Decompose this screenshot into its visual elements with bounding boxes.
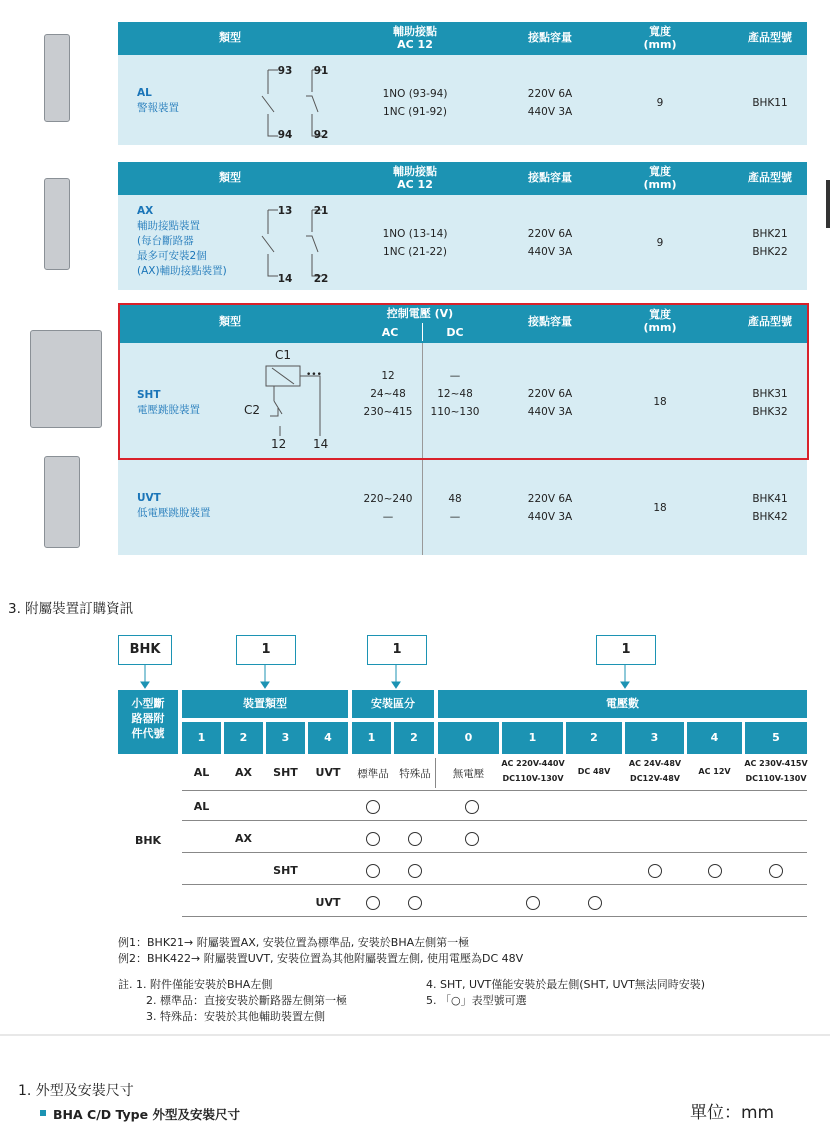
sht-model-2: BHK32 [752, 406, 788, 418]
al-install-standard-mark [366, 800, 380, 814]
install-divider [435, 758, 436, 788]
sht-diagram-dots: ••• [306, 370, 322, 380]
ax-capacity-2: 440V 3A [527, 246, 573, 258]
section1-title: 1. 外型及安裝尺寸 [18, 1083, 134, 1099]
sht-capacity-1: 220V 6A [527, 388, 573, 400]
sht-dc-2: 12~48 [437, 388, 473, 400]
bullet-square [40, 1110, 46, 1116]
example-2: 例2：BHK422→ 附屬裝置UVT, 安裝位置為其他附屬裝置左側, 使用電壓為DC 48V [118, 952, 524, 965]
ax-header-type: 類型 [219, 171, 241, 184]
ax-model-2: BHK22 [752, 246, 788, 258]
product-image-sht [30, 330, 102, 428]
row-sht-line [182, 884, 807, 885]
unit-label: 單位：mm [690, 1103, 775, 1123]
sht-model-1: BHK31 [752, 388, 788, 400]
example-1: 例1：BHK21→ 附屬裝置AX, 安裝位置為標準品, 安裝於BHA左側第一極 [118, 936, 470, 949]
sht-diagram-c1: C1 [275, 348, 292, 362]
sht-diagram-12: 12 [271, 437, 287, 451]
ax-header-model: 產品型號 [748, 171, 792, 184]
ax-install-standard-mark [366, 832, 380, 846]
ax-model-1: BHK21 [752, 228, 788, 240]
ax-header-width-1: 寬度 [649, 165, 671, 178]
code-box-arrows [0, 663, 830, 691]
al-term-93: 93 [277, 65, 293, 77]
series-bhk-label: BHK [134, 834, 162, 847]
voltage-name-5-l1: AC 230V-415V [744, 759, 808, 768]
row-al-label: AL [193, 800, 210, 813]
ax-install-special-mark [408, 832, 422, 846]
al-term-91: 91 [313, 65, 329, 77]
scrollbar-thumb[interactable] [826, 180, 830, 228]
ax-name: 輔助接點裝置 [137, 220, 200, 232]
sht-width: 18 [653, 396, 667, 408]
sht-header-type: 類型 [219, 315, 241, 328]
install-name-standard: 標準品 [357, 768, 389, 780]
row-uvt-label: UVT [315, 896, 341, 909]
al-header-aux-2: AC 12 [397, 38, 433, 51]
product-image-ax [44, 178, 70, 270]
device-num-3-text: 3 [281, 731, 290, 744]
al-header-width-1: 寬度 [649, 25, 671, 38]
sht-header-dc: DC [446, 326, 464, 339]
sht-ac-1: 12 [381, 370, 395, 382]
series-header-line-2: 路器附 [131, 712, 165, 725]
ax-label [137, 204, 227, 279]
device-num-1-text: 1 [197, 731, 206, 744]
sht-code: SHT [137, 389, 161, 401]
sht-ac-3: 230~415 [363, 406, 413, 418]
device-name-ax: AX [235, 766, 252, 779]
sht-install-standard-mark [366, 864, 380, 878]
voltage-num-3-text: 3 [650, 731, 659, 744]
voltage-name-0: 無電壓 [452, 768, 485, 780]
voltage-num-4-text: 4 [710, 731, 719, 744]
row-ax-label: AX [235, 832, 252, 845]
row-al-line [182, 820, 807, 821]
uvt-voltage-1-mark [526, 896, 540, 910]
voltage-name-3-l2: DC12V-48V [630, 774, 680, 783]
ax-term-22: 22 [313, 273, 329, 285]
ax-code: AX [137, 205, 154, 217]
sht-dc-3: 110~130 [430, 406, 480, 418]
product-image-al [44, 34, 70, 122]
row-ax-line [182, 852, 807, 853]
install-header-text: 安裝區分 [371, 697, 415, 710]
series-header-line-1: 小型斷 [131, 697, 165, 710]
ax-contact-2: 1NC (21-22) [383, 246, 447, 258]
voltage-name-1-l1: AC 220V-440V [501, 759, 565, 768]
install-name-special: 特殊品 [399, 768, 431, 780]
ax-note-2: 最多可安裝2個 [137, 250, 207, 262]
ax-header-aux-2: AC 12 [397, 178, 433, 191]
al-term-94: 94 [277, 129, 293, 141]
bottom-divider-band [0, 1034, 830, 1036]
uvt-name: 低電壓跳脫裝置 [137, 507, 211, 519]
note-1: 註. 1. 附件僅能安裝於BHA左側 [118, 978, 273, 991]
al-header-type: 類型 [219, 31, 241, 44]
code-box-device: 1 [236, 635, 296, 665]
install-num-1-text: 1 [367, 731, 376, 744]
ax-header-width-2: (mm) [643, 178, 677, 191]
sht-header-width-2: (mm) [643, 321, 677, 334]
al-capacity-2: 440V 3A [527, 106, 573, 118]
device-name-al: AL [193, 766, 210, 779]
al-header-model: 產品型號 [748, 31, 792, 44]
sht-header-voltage: 控制電壓 (V) [386, 307, 454, 320]
device-num-4-text: 4 [324, 731, 332, 744]
voltage-num-5-text: 5 [772, 731, 780, 744]
voltage-name-5-l2: DC110V-130V [745, 774, 807, 783]
ax-term-21: 21 [313, 205, 329, 217]
ax-note-1: (每台斷路器 [137, 235, 194, 247]
ax-term-13: 13 [277, 205, 293, 217]
sht-install-special-mark [408, 864, 422, 878]
al-header-aux-1: 輔助接點 [393, 25, 437, 38]
ax-note-3: (AX)輔助接點裝置) [137, 265, 227, 277]
section3-title: 3. 附屬裝置訂購資訊 [8, 601, 134, 617]
uvt-model-2: BHK42 [752, 511, 788, 523]
ax-header-capacity: 接點容量 [528, 171, 572, 184]
ax-term-14: 14 [277, 273, 293, 285]
voltage-name-2-l1: DC 48V [577, 767, 611, 776]
al-contact-2: 1NC (91-92) [383, 106, 447, 118]
uvt-capacity-1: 220V 6A [527, 493, 573, 505]
uvt-width: 18 [653, 502, 667, 514]
al-contact-1: 1NO (93-94) [382, 88, 448, 100]
sht-voltage-3-mark [648, 864, 662, 878]
note-4: 4. SHT, UVT僅能安裝於最左側(SHT, UVT無法同時安裝) [426, 978, 706, 991]
ax-width: 9 [656, 237, 664, 249]
ax-header-aux-1: 輔助接點 [393, 165, 437, 178]
product-image-uvt [44, 456, 80, 548]
sht-label [137, 388, 200, 418]
voltage-header-text: 電壓數 [606, 697, 639, 710]
uvt-label [137, 491, 211, 521]
al-header-width-2: (mm) [643, 38, 677, 51]
voltage-name-3-l1: AC 24V-48V [628, 759, 682, 768]
dimension-subtitle: BHA C/D Type 外型及安裝尺寸 [53, 1107, 240, 1122]
sht-voltage-5-mark [769, 864, 783, 878]
al-model-1: BHK11 [752, 97, 788, 109]
voltage-name-4-l1: AC 12V [698, 767, 731, 776]
al-code: AL [137, 87, 152, 99]
series-header-line-3: 件代號 [131, 727, 165, 740]
al-header-capacity: 接點容量 [528, 31, 572, 44]
voltage-num-0-text: 0 [464, 731, 473, 744]
uvt-ac-1: 220~240 [363, 493, 413, 505]
al-capacity-1: 220V 6A [527, 88, 573, 100]
al-width: 9 [656, 97, 664, 109]
ax-contact-1: 1NO (13-14) [382, 228, 448, 240]
voltage-num-1-text: 1 [528, 731, 537, 744]
uvt-capacity-2: 440V 3A [527, 511, 573, 523]
sht-voltage-4-mark [708, 864, 722, 878]
note-3: 3. 特殊品：安裝於其他輔助裝置左側 [146, 1010, 325, 1023]
sht-diagram-c2: C2 [244, 403, 261, 417]
note-5: 5. 「○」表型號可選 [426, 994, 527, 1007]
sht-ac-2: 24~48 [370, 388, 406, 400]
sht-header-model: 產品型號 [748, 315, 792, 328]
voltage-name-1-l2: DC110V-130V [502, 774, 564, 783]
code-box-series: BHK [118, 635, 172, 665]
device-name-sht: SHT [273, 766, 298, 779]
device-name-uvt: UVT [315, 766, 341, 779]
install-num-2-text: 2 [410, 731, 418, 744]
al-name: 警報裝置 [137, 102, 179, 114]
sht-dc-1: — [449, 370, 461, 382]
device-num-2-text: 2 [239, 731, 248, 744]
code-box-install: 1 [367, 635, 427, 665]
code-box-voltage: 1 [596, 635, 656, 665]
uvt-model-1: BHK41 [752, 493, 788, 505]
sht-name: 電壓跳脫裝置 [137, 404, 200, 416]
ax-capacity-1: 220V 6A [527, 228, 573, 240]
sht-header-capacity: 接點容量 [528, 315, 572, 328]
uvt-voltage-2-mark [588, 896, 602, 910]
al-term-92: 92 [313, 129, 329, 141]
uvt-install-standard-mark [366, 896, 380, 910]
ax-voltage-0-mark [465, 832, 479, 846]
series-header-text [118, 696, 178, 741]
sht-capacity-2: 440V 3A [527, 406, 573, 418]
sht-header-width-1: 寬度 [649, 308, 671, 321]
device-header-text: 裝置類型 [243, 697, 287, 710]
row-uvt-line [182, 916, 807, 917]
al-voltage-0-mark [465, 800, 479, 814]
voltage-num-2-text: 2 [590, 731, 598, 744]
note-2: 2. 標準品：直接安裝於斷路器左側第一極 [146, 994, 347, 1007]
uvt-ac-2: — [382, 511, 394, 523]
uvt-install-special-mark [408, 896, 422, 910]
sht-diagram-14: 14 [313, 437, 329, 451]
sht-header-ac: AC [381, 326, 399, 339]
uvt-dc-1: 48 [448, 493, 462, 505]
divider-names [182, 790, 807, 791]
al-label [137, 86, 179, 116]
row-sht-label: SHT [273, 864, 298, 877]
uvt-code: UVT [137, 492, 161, 504]
uvt-dc-2: — [449, 511, 461, 523]
